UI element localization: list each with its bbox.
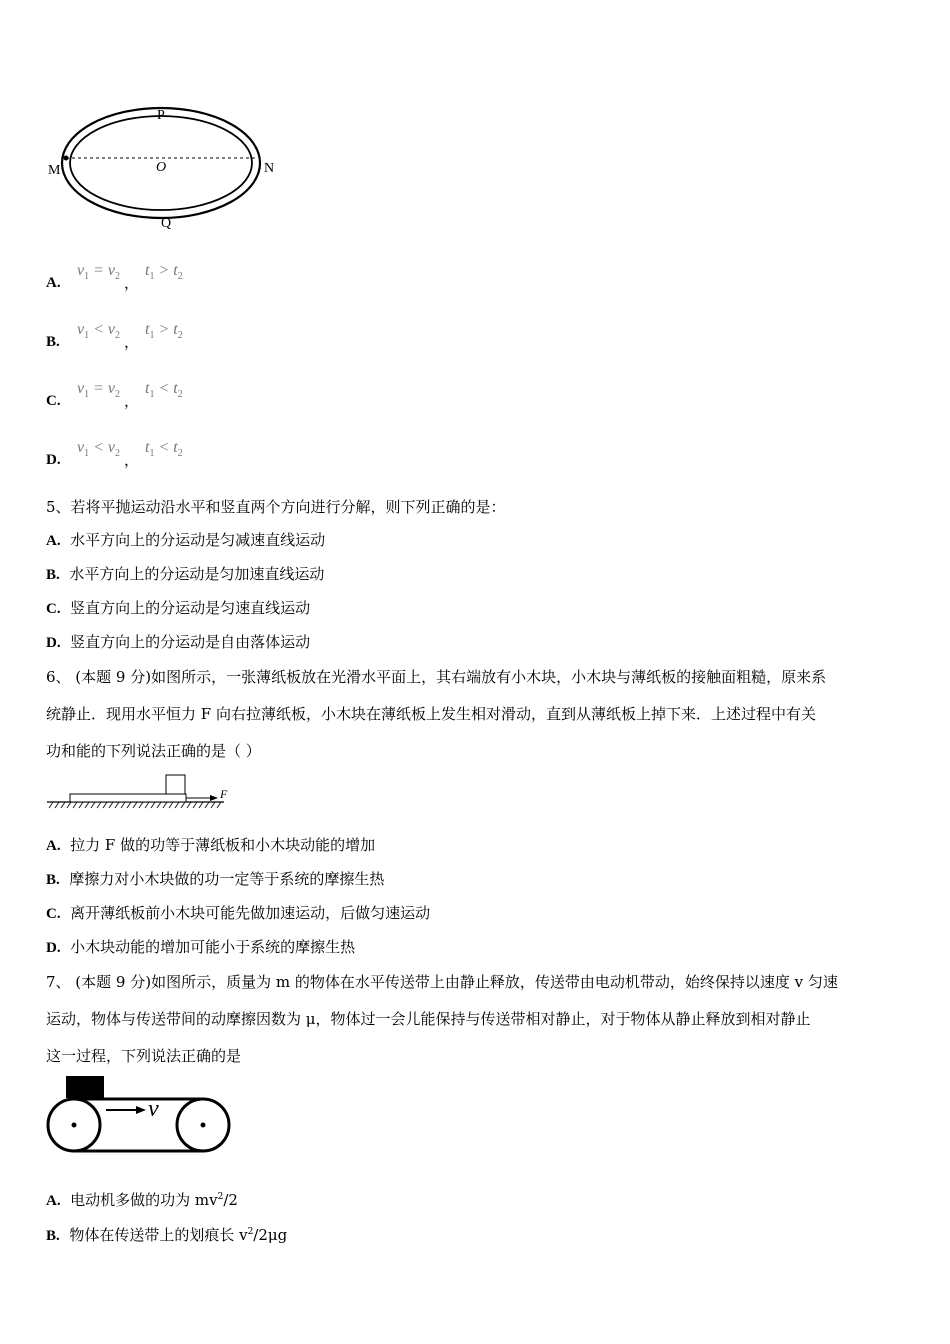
option-label: B. bbox=[46, 334, 60, 350]
q5-stem: 5、若将平抛运动沿水平和竖直两个方向进行分解，则下列正确的是： bbox=[46, 498, 506, 516]
block-on-belt bbox=[66, 1076, 104, 1098]
formula-separator: ， bbox=[124, 453, 140, 469]
option-label: A. bbox=[46, 275, 61, 291]
formula-v: $v_1 < v_2$ bbox=[77, 321, 121, 342]
q6-stem-line1: 6、 (本题 9 分)如图所示，一张薄纸板放在光滑水平面上，其右端放有小木块，小木块与薄纸板的接触面粗糙，原来系 bbox=[46, 668, 827, 686]
q7-option-a: A. 电动机多做的功为 $mv^2/2$ bbox=[46, 1191, 238, 1209]
label-p: P bbox=[157, 108, 165, 123]
q6-option-a: A. 拉力 F 做的功等于薄纸板和小木块动能的增加 bbox=[46, 836, 376, 854]
q5-option-c: C. 竖直方向上的分运动是匀速直线运动 bbox=[46, 599, 311, 617]
formula-separator: ， bbox=[124, 335, 140, 351]
force-label: F bbox=[220, 787, 228, 801]
velocity-arrowhead bbox=[136, 1106, 146, 1114]
q6-option-d: D. 小木块动能的增加可能小于系统的摩擦生热 bbox=[46, 938, 356, 956]
label-o: O bbox=[156, 160, 167, 175]
label-n: N bbox=[264, 161, 275, 176]
left-pulley-axle bbox=[72, 1123, 77, 1128]
conveyor-belt-figure bbox=[0, 0, 260, 1160]
option-label: D. bbox=[46, 452, 61, 468]
q6-option-c: C. 离开薄纸板前小木块可能先做加速运动，后做匀速运动 bbox=[46, 904, 431, 922]
q6-stem-line2: 统静止．现用水平恒力 F 向右拉薄纸板，小木块在薄纸板上发生相对滑动，直到从薄纸板上掉下来．上述过程中有关 bbox=[46, 705, 816, 723]
q7-stem-line1: 7、 (本题 9 分)如图所示，质量为 m 的物体在水平传送带上由静止释放，传送带由电动机带动，始终保持以速度 v 匀速 bbox=[46, 973, 838, 991]
formula-t: $t_1 < t_2$ bbox=[145, 380, 183, 401]
label-m: M bbox=[48, 163, 61, 178]
velocity-label: v bbox=[148, 1096, 159, 1122]
q5-option-a: A. 水平方向上的分运动是匀减速直线运动 bbox=[46, 531, 326, 549]
right-pulley-axle bbox=[201, 1123, 206, 1128]
q7-stem-line3: 这一过程，下列说法正确的是 bbox=[46, 1047, 242, 1065]
formula-v: $v_1 < v_2$ bbox=[77, 439, 121, 460]
formula-separator: ， bbox=[124, 276, 140, 292]
option-label: C. bbox=[46, 393, 61, 409]
formula-t: $t_1 > t_2$ bbox=[145, 321, 183, 342]
formula-v: $v_1 = v_2$ bbox=[77, 262, 121, 283]
q6-option-b: B. 摩擦力对小木块做的功一定等于系统的摩擦生热 bbox=[46, 870, 385, 888]
label-q: Q bbox=[161, 216, 172, 231]
q6-stem-line3: 功和能的下列说法正确的是（ ） bbox=[46, 742, 261, 760]
q5-option-b: B. 水平方向上的分运动是匀加速直线运动 bbox=[46, 565, 325, 583]
q7-option-b: B. 物体在传送带上的划痕长 $v^2/2\mu g$ bbox=[46, 1226, 288, 1244]
formula-separator: ， bbox=[124, 394, 140, 410]
formula-t: $t_1 < t_2$ bbox=[145, 439, 183, 460]
q7-stem-line2: 运动，物体与传送带间的动摩擦因数为 μ，物体过一会儿能保持与传送带相对静止，对于物体从静止释放到相对静止 bbox=[46, 1010, 811, 1028]
q5-option-d: D. 竖直方向上的分运动是自由落体运动 bbox=[46, 633, 311, 651]
formula-v: $v_1 = v_2$ bbox=[77, 380, 121, 401]
formula-t: $t_1 > t_2$ bbox=[145, 262, 183, 283]
